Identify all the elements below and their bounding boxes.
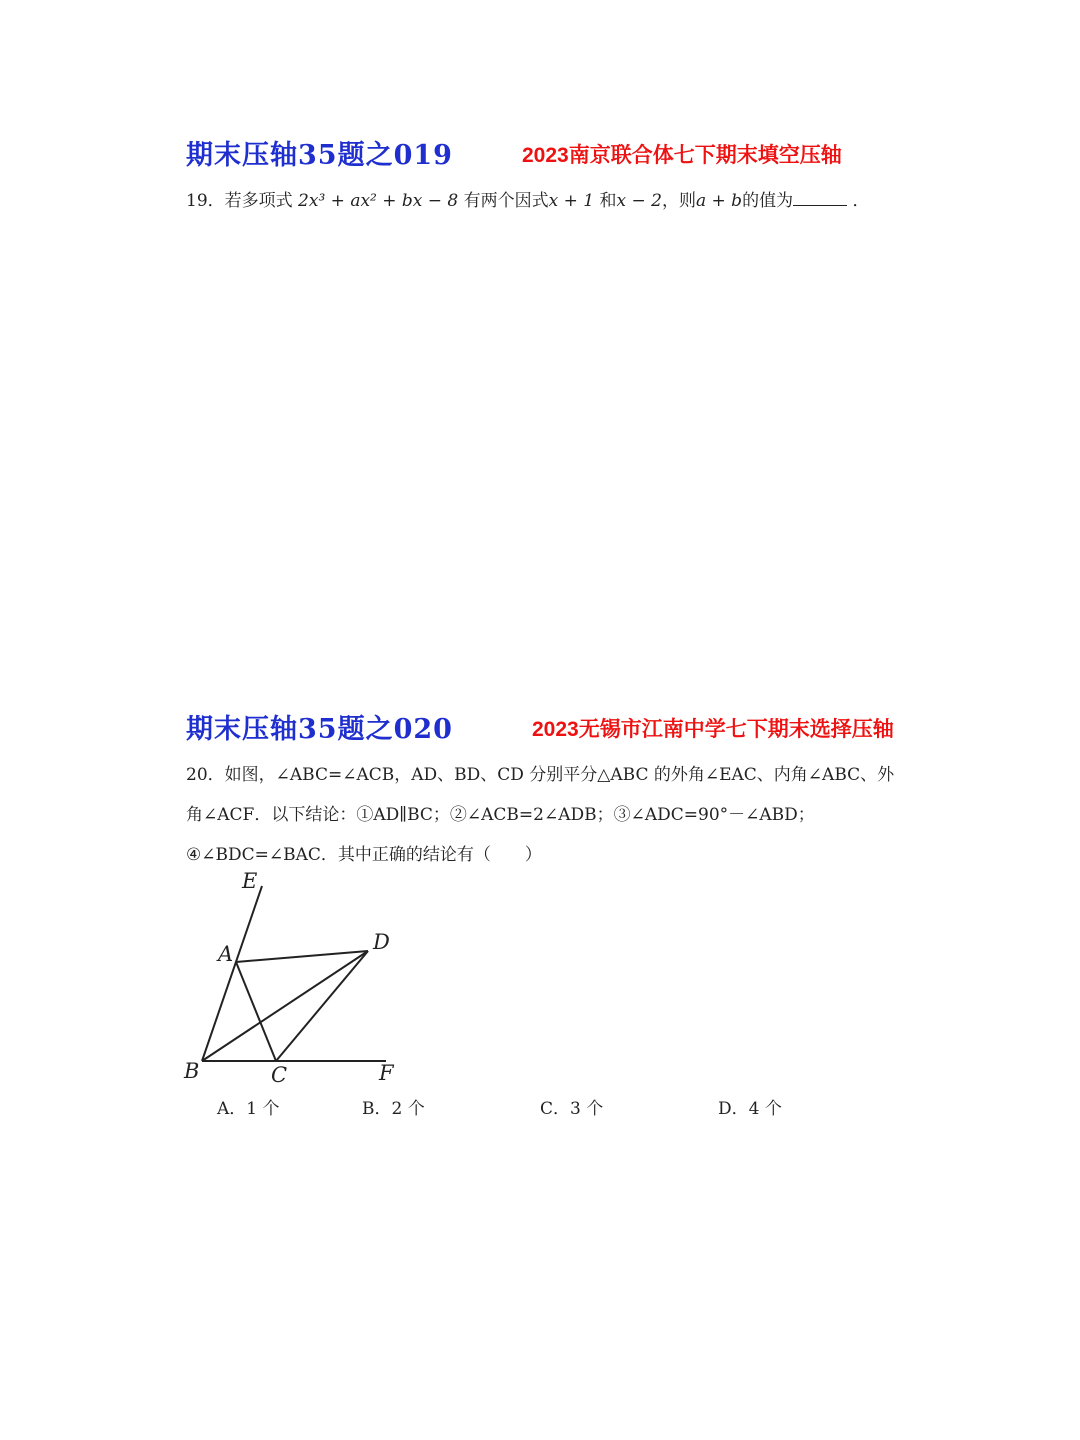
q19-number: 19．	[186, 191, 225, 211]
q19-expression: a + b	[696, 191, 743, 211]
q19-polynomial: 2x³ + ax² + bx − 8	[298, 191, 459, 211]
q19-source-title: 2023南京联合体七下期末填空压轴	[522, 144, 842, 167]
q19-end: ．	[852, 191, 870, 211]
q19-text-2: 有两个因式	[458, 191, 549, 211]
q19-series-title: 期末压轴35题之019	[186, 140, 453, 171]
q19-factor-2: x − 2	[616, 191, 662, 211]
label-A: A	[218, 942, 234, 966]
label-E: E	[242, 869, 258, 893]
option-d[interactable]: D．4 个	[718, 1099, 782, 1119]
q19-text-4: ，则	[662, 191, 696, 211]
q19-answer-blank	[793, 189, 847, 206]
segment-AC	[236, 962, 276, 1061]
q19-text-1: 若多项式	[224, 191, 299, 211]
segment-AD	[236, 951, 368, 962]
q20-header	[0, 707, 1080, 751]
geometry-figure	[178, 868, 408, 1090]
option-c[interactable]: C．3 个	[540, 1099, 604, 1119]
label-F: F	[379, 1061, 394, 1085]
segment-CD	[276, 951, 368, 1061]
q20-line-2: 角∠ACF．以下结论：①AD∥BC；②∠ACB=2∠ADB；③∠ADC=90°－∠ABD；	[186, 805, 815, 825]
q20-source-title: 2023无锡市江南中学七下期末选择压轴	[532, 718, 894, 741]
q19-factor-1: x + 1	[548, 191, 595, 211]
q19-header	[0, 133, 1080, 177]
segment-BD	[202, 951, 368, 1061]
q19-text-5: 的值为	[742, 191, 794, 211]
line-BE	[202, 886, 262, 1061]
option-b[interactable]: B．2 个	[362, 1099, 425, 1119]
q20-series-title: 期末压轴35题之020	[186, 714, 453, 745]
option-a[interactable]: A．1 个	[217, 1099, 280, 1119]
label-C: C	[271, 1063, 288, 1087]
q20-line-1: 20．如图，∠ABC=∠ACB，AD、BD、CD 分别平分△ABC 的外角∠EAC、内角∠ABC、外	[186, 765, 895, 785]
label-B: B	[184, 1059, 200, 1083]
q19-question	[186, 186, 869, 211]
q20-line-3: ④∠BDC=∠BAC．其中正确的结论有（ ）	[186, 845, 542, 865]
q19-text-3: 和	[594, 191, 617, 211]
label-D: D	[373, 930, 390, 954]
